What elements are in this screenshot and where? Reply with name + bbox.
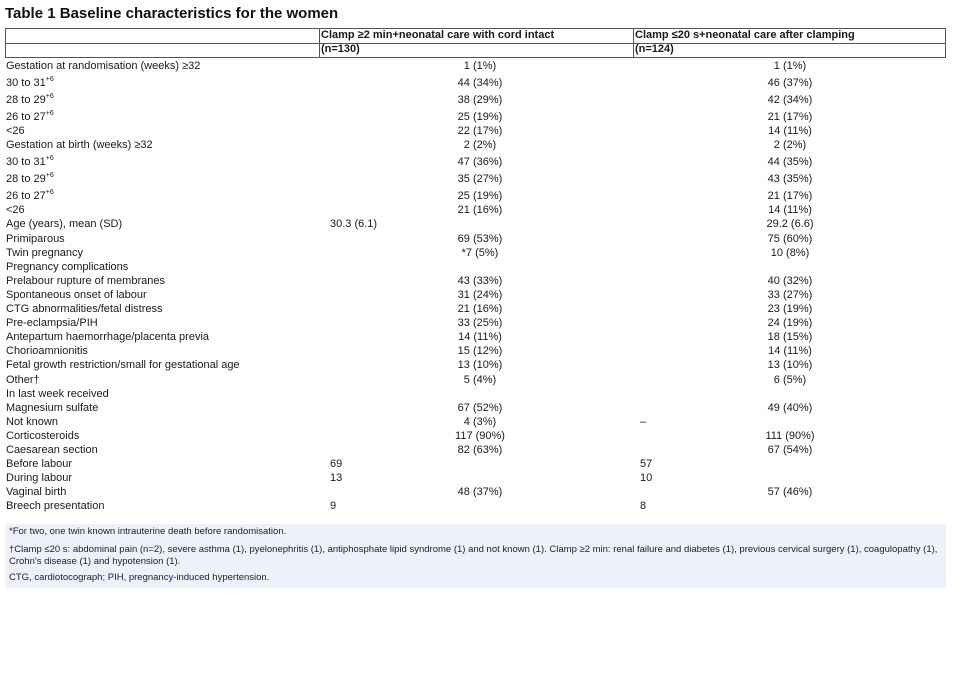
row-label	[6, 94, 54, 106]
col1-value: *7 (5%)	[461, 246, 499, 259]
row-label-text: Magnesium sulfate	[6, 401, 99, 414]
col1-value: 48 (37%)	[457, 486, 503, 499]
row-label	[6, 331, 209, 343]
row-label	[6, 247, 83, 259]
table-row	[0, 344, 953, 358]
row-label	[6, 458, 72, 470]
col2-value: 14 (11%)	[768, 125, 812, 138]
row-label	[6, 374, 40, 386]
col2-value: 33 (27%)	[767, 288, 813, 301]
col2-value: 49 (40%)	[767, 401, 813, 414]
row-label-superscript: +6	[45, 155, 54, 163]
col2-value: 57	[640, 458, 653, 471]
footnote: CTG, cardiotocograph; PIH, pregnancy-induced hypertension.	[9, 572, 270, 583]
row-label-text: Fetal growth restriction/small for gestational age	[6, 359, 240, 372]
col2-value: 8	[640, 500, 647, 513]
row-label	[6, 402, 98, 414]
table-row	[0, 471, 953, 485]
row-label-superscript: +6	[45, 172, 54, 180]
col1-value: 22 (17%)	[457, 125, 503, 138]
row-label-text: Chorioamnionitis	[6, 345, 88, 358]
row-label-text: 28 to 29	[6, 94, 46, 107]
col2-value: 29.2 (6.6)	[766, 218, 814, 231]
table-header	[5, 28, 946, 58]
row-label-superscript: +6	[45, 110, 54, 118]
row-label-text: Before labour	[6, 458, 73, 471]
row-label-text: Gestation at birth (weeks) ≥32	[6, 139, 153, 152]
table-row	[0, 138, 953, 152]
col2-value: 14 (11%)	[768, 204, 812, 217]
row-label-text: Not known	[6, 415, 58, 428]
col2-value: 43 (35%)	[767, 173, 813, 186]
col2-value: –	[640, 415, 647, 428]
row-label-text: Caesarean section	[6, 443, 98, 456]
table-title: Table 1 Baseline characteristics for the women	[5, 5, 339, 22]
table-row	[0, 59, 953, 73]
col1-value: 69	[330, 458, 343, 471]
col2-value: 57 (46%)	[767, 486, 813, 499]
col1-value: 35 (27%)	[457, 173, 503, 186]
row-label-text: Vaginal birth	[6, 486, 67, 499]
row-label-text: 30 to 31	[6, 156, 46, 169]
col1-value: 43 (33%)	[457, 274, 503, 287]
row-label	[6, 289, 147, 301]
table-row	[0, 288, 953, 302]
row-label	[6, 190, 54, 202]
col1-value: 38 (29%)	[457, 94, 503, 107]
row-label	[6, 359, 240, 371]
row-label	[6, 500, 104, 512]
row-label	[6, 416, 58, 428]
row-label-text: 26 to 27	[6, 111, 46, 124]
col2-value: 21 (17%)	[767, 111, 813, 124]
table-row	[0, 186, 953, 203]
table-row	[0, 246, 953, 260]
table-row	[0, 231, 953, 245]
row-label	[6, 275, 165, 287]
col2-value: 40 (32%)	[767, 274, 813, 287]
col2-value: 23 (19%)	[767, 303, 813, 316]
table-row	[0, 415, 953, 429]
table-body	[0, 59, 953, 513]
row-label	[6, 233, 65, 245]
row-label-text: CTG abnormalities/fetal distress	[6, 303, 163, 316]
col1-value: 13 (10%)	[457, 359, 503, 372]
row-label-text: 30 to 31	[6, 77, 46, 90]
row-label	[6, 204, 25, 216]
table-row	[0, 260, 953, 274]
row-label-text: Other†	[6, 373, 40, 386]
row-label	[6, 388, 109, 400]
table-row	[0, 330, 953, 344]
col1-value: 30.3 (6.1)	[330, 218, 378, 231]
table-row	[0, 443, 953, 457]
row-label-text: Primiparous	[6, 232, 65, 245]
col1-value: 13	[330, 472, 343, 485]
table-footnotes	[5, 524, 946, 588]
row-label	[6, 317, 98, 329]
col1-value: 82 (63%)	[457, 443, 503, 456]
col2-value: 24 (19%)	[767, 317, 813, 330]
col2-value: 10 (8%)	[770, 246, 810, 259]
col2-value: 42 (34%)	[767, 94, 813, 107]
col2-value: 21 (17%)	[767, 190, 813, 203]
table-row	[0, 401, 953, 415]
col1-value: 67 (52%)	[457, 401, 503, 414]
row-label-text: Twin pregnancy	[6, 246, 84, 259]
row-label-text: Corticosteroids	[6, 429, 80, 442]
col1-value: 69 (53%)	[457, 232, 503, 245]
header-rule	[6, 43, 945, 44]
row-label-text: Prelabour rupture of membranes	[6, 274, 165, 287]
table-row	[0, 107, 953, 124]
table-row	[0, 372, 953, 386]
row-label-text: <26	[6, 125, 25, 138]
footnote: *For two, one twin known intrauterine death before randomisation.	[9, 526, 287, 537]
row-label-superscript: +6	[45, 76, 54, 84]
col2-group-header: Clamp ≤20 s+neonatal care after clamping	[635, 29, 855, 41]
col2-value: 75 (60%)	[767, 232, 813, 245]
table-row	[0, 429, 953, 443]
col1-value: 1 (1%)	[463, 60, 497, 73]
col1-value: 21 (16%)	[457, 204, 503, 217]
col1-value: 5 (4%)	[463, 373, 497, 386]
col1-value: 21 (16%)	[457, 303, 503, 316]
row-label	[6, 77, 54, 89]
row-label-text: Gestation at randomisation (weeks) ≥32	[6, 60, 201, 73]
table-row	[0, 274, 953, 288]
row-label	[6, 486, 66, 498]
row-label-text: 28 to 29	[6, 173, 46, 186]
row-label-text: Pregnancy complications	[6, 260, 129, 273]
row-label	[6, 430, 79, 442]
table-row	[0, 152, 953, 169]
table-row	[0, 124, 953, 138]
row-label	[6, 111, 54, 123]
row-label-superscript: +6	[45, 93, 54, 101]
col1-value: 14 (11%)	[458, 331, 502, 344]
table-row	[0, 387, 953, 401]
col1-value: 47 (36%)	[457, 156, 503, 169]
row-label-text: 26 to 27	[6, 190, 46, 203]
table-row	[0, 302, 953, 316]
col1-value: 31 (24%)	[457, 288, 503, 301]
row-label	[6, 303, 163, 315]
table-row	[0, 203, 953, 217]
col2-n-header: (n=124)	[635, 43, 674, 55]
col1-value: 25 (19%)	[457, 111, 503, 124]
col2-value: 2 (2%)	[773, 139, 807, 152]
row-label	[6, 173, 54, 185]
col1-n-header: (n=130)	[321, 43, 360, 55]
col2-value: 6 (5%)	[773, 373, 807, 386]
col2-value: 14 (11%)	[768, 345, 812, 358]
row-label-text: Spontaneous onset of labour	[6, 288, 147, 301]
row-label	[6, 156, 54, 168]
table-row	[0, 499, 953, 513]
col2-value: 10	[640, 472, 653, 485]
table-row	[0, 217, 953, 231]
col2-value: 1 (1%)	[773, 60, 807, 73]
col1-value: 2 (2%)	[463, 139, 497, 152]
row-label-text: Antepartum haemorrhage/placenta previa	[6, 331, 210, 344]
col2-value: 44 (35%)	[767, 156, 813, 169]
col1-value: 25 (19%)	[457, 190, 503, 203]
col1-value: 9	[330, 500, 337, 513]
row-label-text: During labour	[6, 472, 73, 485]
row-label-superscript: +6	[45, 189, 54, 197]
table-row	[0, 90, 953, 107]
row-label	[6, 345, 88, 357]
row-label	[6, 218, 122, 230]
row-label-text: Pre-eclampsia/PIH	[6, 317, 98, 330]
row-label-text: <26	[6, 204, 25, 217]
row-label	[6, 444, 98, 456]
col2-value: 18 (15%)	[767, 331, 813, 344]
col1-value: 15 (12%)	[457, 345, 503, 358]
row-label	[6, 261, 128, 273]
col1-value: 44 (34%)	[457, 77, 503, 90]
row-label-text: In last week received	[6, 387, 109, 400]
col2-value: 67 (54%)	[767, 443, 813, 456]
row-label	[6, 125, 25, 137]
row-label-text: Age (years), mean (SD)	[6, 218, 123, 231]
row-label	[6, 60, 200, 72]
table-row	[0, 169, 953, 186]
table-row	[0, 358, 953, 372]
col1-value: 117 (90%)	[455, 429, 505, 442]
col1-value: 4 (3%)	[463, 415, 497, 428]
col2-value: 111 (90%)	[765, 429, 815, 442]
col2-value: 13 (10%)	[767, 359, 813, 372]
row-label-text: Breech presentation	[6, 500, 105, 513]
col1-value: 33 (25%)	[457, 317, 503, 330]
table-row	[0, 457, 953, 471]
table-row	[0, 73, 953, 90]
col1-group-header: Clamp ≥2 min+neonatal care with cord intact	[321, 29, 555, 41]
table-row	[0, 485, 953, 499]
col2-value: 46 (37%)	[767, 77, 813, 90]
row-label	[6, 472, 72, 484]
row-label	[6, 139, 153, 151]
footnote: †Clamp ≤20 s: abdominal pain (n=2), severe asthma (1), pyelonephritis (1), antiphosphate lipid syndrome (1) and not known (1). Clamp ≥2 min: renal failure and diabetes (1), previous cervical surgery (1), coagulopathy (1), Crohn's disease (1) and hypotension (1).	[9, 544, 938, 567]
table-row	[0, 316, 953, 330]
